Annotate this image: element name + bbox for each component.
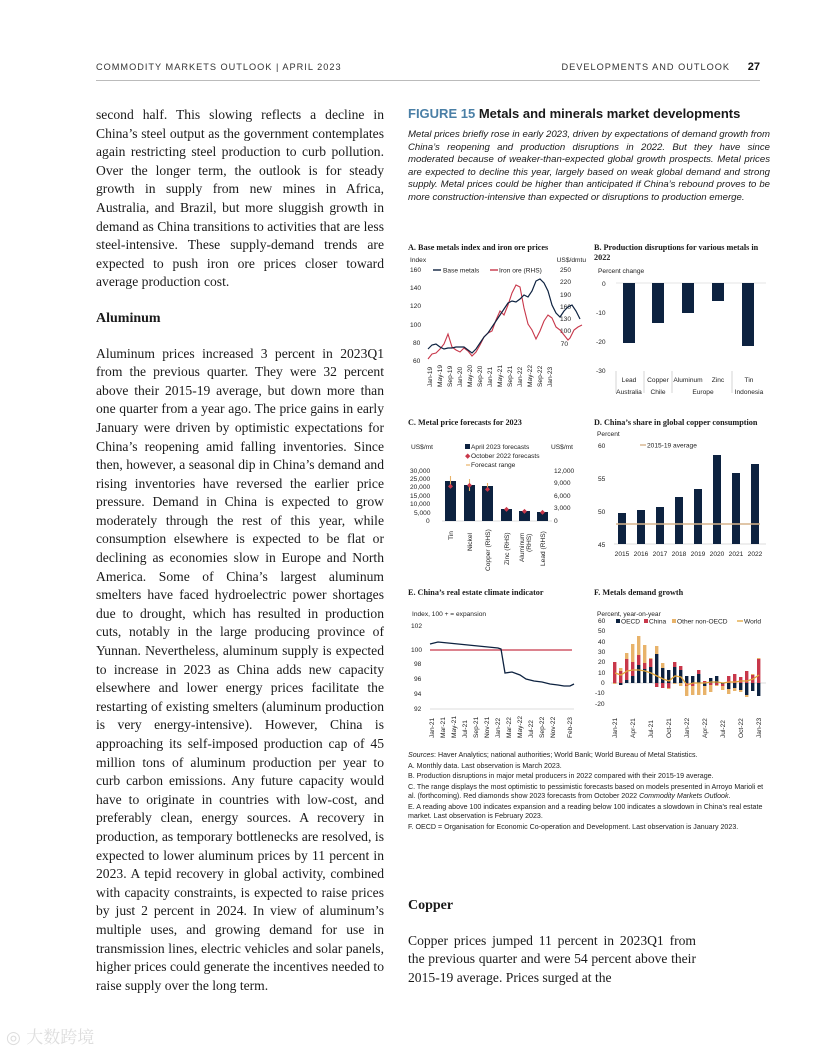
svg-text:-10: -10 xyxy=(596,310,606,317)
svg-text:70: 70 xyxy=(560,341,568,348)
right-column-text xyxy=(408,897,696,987)
svg-text:50: 50 xyxy=(598,628,606,635)
svg-text:92: 92 xyxy=(414,706,422,713)
svg-text:China: China xyxy=(649,618,667,626)
svg-text:50: 50 xyxy=(598,509,606,516)
svg-text:Apr-21: Apr-21 xyxy=(630,718,637,738)
svg-text:◆: ◆ xyxy=(504,506,509,513)
svg-text:98: 98 xyxy=(414,661,422,668)
svg-text:10: 10 xyxy=(598,670,606,677)
svg-text:Nov-21: Nov-21 xyxy=(484,716,491,738)
svg-text:Tin: Tin xyxy=(448,531,455,540)
svg-text:Copper: Copper xyxy=(647,377,669,384)
svg-text:OECD: OECD xyxy=(621,618,641,626)
svg-text:160: 160 xyxy=(559,304,571,311)
panel-b-chart xyxy=(594,263,774,403)
svg-text:40: 40 xyxy=(598,639,606,646)
svg-text:0: 0 xyxy=(426,518,430,525)
svg-text:Sep-19: Sep-19 xyxy=(447,365,454,387)
svg-text:2015: 2015 xyxy=(614,551,630,558)
watermark-logo: ◎ 大数跨境 xyxy=(6,1028,95,1048)
svg-text:May-21: May-21 xyxy=(497,365,504,387)
body-paragraph: second half. This slowing reflects a decline in China’s steel output as the government contemplates again restricting steel production to curb pollution. Over the longer term, the outlook is for steady growth in supply from new mines in Africa, Australia, and Brazil, but more sluggish growth in demand as China transitions to activities that are less steel-intensive. These supply-demand trends are expected to push iron ore prices closer toward average production cost. xyxy=(96,107,384,290)
svg-text:Jan-21: Jan-21 xyxy=(487,366,494,387)
section-heading-copper: Copper xyxy=(408,898,454,913)
svg-text:World: World xyxy=(744,618,762,626)
svg-text:Base metals: Base metals xyxy=(443,267,480,275)
svg-text:◆: ◆ xyxy=(540,509,545,516)
svg-text:Jan-23: Jan-23 xyxy=(756,717,763,738)
body-paragraph: Aluminum prices increased 3 percent in 2023Q1 from the previous quarter. They were 32 percent above their 2015-19 average, but down more than one quarter from a year ago. The price gains in early January were driven by optimistic expectations for China’s reopening amid falling inventories. Since then, however, a seasonal dip in China’s demand and rising inventories have reversed the earlier price pressure. Demand in China is expected to grow moderately through the rest of this year, while consumption elsewhere is expected to be flat or declining as economies slow in Europe and North America. Some of China’s largest aluminum smelters have faced hydroelectric power shortages due to drought, which has resulted in production cuts, notably in the large producing province of Yunnan. Nevertheless, aluminum supply is expected to increase in 2023 as China adds new capacity elsewhere and lower energy prices facilitate the restarting of existing smelters (aluminum production is very energy-intensive). However, China is approaching its self-imposed production cap of 45 million tons of aluminum production per year to curb carbon emissions. Any future capacity would have to originate in countries with low-cost, and preferably clean, energy sources. A recovery in production, as temporary bottlenecks are resolved, is expected to lower aluminum prices by 11 percent in 2023. A tepid recovery in global activity, combined with capacity constraints, is expected to raise prices by just 2 percent in 2024. In view of aluminum’s multiple uses, and growing demand for use in transmission lines, electric vehicles and solar panels, higher prices could generate the incentives needed to raise supply over the long term. xyxy=(96,345,384,993)
panel-f-title: F. Metals demand growth xyxy=(594,588,684,597)
svg-text:Jul-22: Jul-22 xyxy=(528,720,535,738)
svg-text:US$/mt: US$/mt xyxy=(551,444,573,451)
svg-text:10,000: 10,000 xyxy=(410,501,431,508)
svg-text:◆: ◆ xyxy=(522,508,527,515)
panel-a-right-axis xyxy=(560,267,571,348)
figure-15 xyxy=(408,106,770,205)
svg-text:Zinc: Zinc xyxy=(711,377,725,384)
svg-text:25,000: 25,000 xyxy=(410,476,431,483)
svg-text:2018: 2018 xyxy=(671,551,687,558)
section-heading-aluminum: Aluminum xyxy=(96,310,161,326)
svg-text:-30: -30 xyxy=(596,368,606,375)
panel-e-title: E. China’s real estate climate indicator xyxy=(408,588,544,597)
svg-text:Sep-20: Sep-20 xyxy=(477,365,484,387)
svg-text:100: 100 xyxy=(410,322,422,329)
svg-text:80: 80 xyxy=(413,340,421,347)
svg-text:94: 94 xyxy=(414,691,422,698)
svg-text:Jan-19: Jan-19 xyxy=(427,366,434,387)
svg-text:190: 190 xyxy=(559,292,571,299)
svg-text:Iron ore (RHS): Iron ore (RHS) xyxy=(499,267,542,275)
svg-text:6,000: 6,000 xyxy=(554,493,571,500)
note-f: F. OECD = Organisation for Economic Co-operation and Development. Last observation is January 2023. xyxy=(408,822,739,831)
svg-text:Chile: Chile xyxy=(650,389,666,396)
note-e: E. A reading above 100 indicates expansion and a reading below 100 indicates a slowdown in China’s real estate market. Last observation is February 2023. xyxy=(408,803,763,821)
svg-text:May-19: May-19 xyxy=(437,365,444,387)
svg-text:Mar-21: Mar-21 xyxy=(440,717,447,738)
svg-text:Oct-21: Oct-21 xyxy=(666,718,673,738)
svg-text:Sep-22: Sep-22 xyxy=(537,365,544,387)
panel-b-title: B. Production disruptions for various metals in 2022 xyxy=(594,243,759,262)
svg-text:60: 60 xyxy=(598,618,606,625)
svg-text:Sep-21: Sep-21 xyxy=(507,365,514,387)
svg-text:Sep-22: Sep-22 xyxy=(539,716,546,738)
svg-text:Jan-20: Jan-20 xyxy=(457,366,464,387)
svg-text:2019: 2019 xyxy=(690,551,706,558)
svg-text:(RHS): (RHS) xyxy=(526,533,533,552)
svg-text:Mar-22: Mar-22 xyxy=(506,717,513,738)
svg-text:3,000: 3,000 xyxy=(554,505,571,512)
svg-text:Jul-22: Jul-22 xyxy=(720,720,727,738)
svg-text:20,000: 20,000 xyxy=(410,484,431,491)
header-section: DEVELOPMENTS AND OUTLOOK xyxy=(561,62,730,72)
svg-text:May-20: May-20 xyxy=(467,365,474,387)
svg-text:102: 102 xyxy=(411,623,423,630)
svg-text:-20: -20 xyxy=(596,339,606,346)
svg-text:Zinc (RHS): Zinc (RHS) xyxy=(504,532,511,565)
svg-text:◆: ◆ xyxy=(467,482,472,489)
page-number: 27 xyxy=(747,61,760,73)
svg-text:Index: Index xyxy=(410,257,427,264)
svg-text:9,000: 9,000 xyxy=(554,480,571,487)
svg-text:Jan-21: Jan-21 xyxy=(429,717,436,738)
svg-text:60: 60 xyxy=(413,358,421,365)
svg-text:Percent: Percent xyxy=(597,431,620,438)
note-a: A. Monthly data. Last observation is March 2023. xyxy=(408,761,562,770)
svg-text:US$/dmtu: US$/dmtu xyxy=(556,257,586,264)
svg-text:2016: 2016 xyxy=(633,551,649,558)
svg-text:Tin: Tin xyxy=(744,377,754,384)
svg-text:0: 0 xyxy=(554,518,558,525)
svg-text:May-22: May-22 xyxy=(517,716,524,738)
panel-f-bars xyxy=(613,636,760,697)
svg-text:5,000: 5,000 xyxy=(414,510,431,517)
svg-text:Apr-22: Apr-22 xyxy=(702,718,709,738)
svg-text:April 2023 forecasts: April 2023 forecasts xyxy=(471,444,530,451)
svg-text:Nov-22: Nov-22 xyxy=(550,716,557,738)
svg-text:Forecast range: Forecast range xyxy=(471,462,516,469)
panel-b xyxy=(594,243,774,403)
svg-text:130: 130 xyxy=(559,316,571,323)
svg-text:◆: ◆ xyxy=(485,486,490,493)
svg-text:May-21: May-21 xyxy=(451,716,458,738)
svg-text:0: 0 xyxy=(601,680,605,687)
panel-e-chart xyxy=(408,598,588,748)
panel-f-chart xyxy=(594,598,774,748)
body-paragraph: Copper prices jumped 11 percent in 2023Q1 from the previous quarter and were 54 percent above their 2015-19 average. Prices surged at the xyxy=(408,932,696,985)
svg-text:Jul-21: Jul-21 xyxy=(462,720,469,738)
svg-text:160: 160 xyxy=(410,267,422,274)
svg-text:Feb-23: Feb-23 xyxy=(567,717,574,738)
svg-text:Aluminum: Aluminum xyxy=(673,377,703,384)
panel-d-chart xyxy=(594,428,774,568)
svg-text:Jul-21: Jul-21 xyxy=(648,720,655,738)
panel-a-title: A. Base metals index and iron ore prices xyxy=(408,243,549,252)
svg-text:Jan-22: Jan-22 xyxy=(684,717,691,738)
panel-a-left-axis xyxy=(410,267,421,365)
svg-text:2021: 2021 xyxy=(728,551,744,558)
panel-d-title: D. China’s share in global copper consumption xyxy=(594,418,758,427)
svg-text:Index, 100 + = expansion: Index, 100 + = expansion xyxy=(412,611,487,618)
svg-text:US$/mt: US$/mt xyxy=(411,444,433,451)
svg-text:100: 100 xyxy=(559,328,571,335)
svg-text:Australia: Australia xyxy=(616,389,642,396)
svg-text:Lead (RHS): Lead (RHS) xyxy=(540,531,547,566)
svg-text:0: 0 xyxy=(602,281,606,288)
svg-text:Jan-22: Jan-22 xyxy=(495,717,502,738)
svg-text:30,000: 30,000 xyxy=(410,468,431,475)
svg-text:Jan-21: Jan-21 xyxy=(612,717,619,738)
svg-text:2020: 2020 xyxy=(709,551,725,558)
svg-text:Nickel: Nickel xyxy=(467,533,474,551)
panel-a-chart xyxy=(408,253,588,393)
figure-title-text: Metals and minerals market developments xyxy=(478,106,741,121)
svg-text:100: 100 xyxy=(411,647,423,654)
svg-text:55: 55 xyxy=(598,476,606,483)
svg-text:96: 96 xyxy=(414,676,422,683)
svg-text:2022: 2022 xyxy=(747,551,763,558)
svg-text:Percent change: Percent change xyxy=(598,268,645,275)
panel-a xyxy=(408,243,588,393)
figure-subtitle: Metal prices briefly rose in early 2023, driven by expectations of demand growth from China’s reopening and production disruptions in 2022. But they have since moderated because of weaker-than-expected global growth prospects. Metal prices are expected to decline this year, largely based on weak global demand and strong supply. Metal prices could be higher than anticipated if China’s rebound proves to be more construction-intensive than expected or disruptions to production emerge. xyxy=(408,129,770,203)
svg-text:October 2022 forecasts: October 2022 forecasts xyxy=(471,453,540,460)
figure-title xyxy=(408,106,770,121)
figure-notes xyxy=(408,751,770,834)
svg-text:Jan-22: Jan-22 xyxy=(517,366,524,387)
figure-number: FIGURE 15 xyxy=(408,106,476,121)
svg-text:-10: -10 xyxy=(595,690,605,697)
running-header xyxy=(96,62,760,80)
svg-text:Other non-OECD: Other non-OECD xyxy=(677,618,728,626)
watermark-icon: ◎ xyxy=(6,1028,21,1048)
svg-text:12,000: 12,000 xyxy=(554,468,575,475)
panel-d xyxy=(594,418,774,568)
svg-text:140: 140 xyxy=(410,285,422,292)
svg-text:Copper (RHS): Copper (RHS) xyxy=(485,529,492,571)
svg-text:15,000: 15,000 xyxy=(410,493,431,500)
svg-text:120: 120 xyxy=(410,303,422,310)
svg-text:Aluminum: Aluminum xyxy=(519,532,526,562)
panel-c-chart xyxy=(408,428,588,573)
svg-text:2015-19 average: 2015-19 average xyxy=(647,442,697,450)
svg-text:Europe: Europe xyxy=(692,389,714,396)
note-b: B. Production disruptions in major metal producers in 2022 compared with their 2015-19 average. xyxy=(408,772,714,781)
panel-c-title: C. Metal price forecasts for 2023 xyxy=(408,418,522,427)
note-sources: Sources: Haver Analytics; national authorities; World Bank; World Bureau of Metal Statistics. xyxy=(408,751,698,759)
panel-f xyxy=(594,588,774,748)
svg-text:◆: ◆ xyxy=(448,483,453,490)
svg-text:30: 30 xyxy=(598,649,606,656)
svg-text:250: 250 xyxy=(559,267,571,274)
svg-text:2017: 2017 xyxy=(652,551,668,558)
svg-text:Indonesia: Indonesia xyxy=(734,389,764,396)
svg-text:May-22: May-22 xyxy=(527,365,534,387)
header-rule xyxy=(96,80,760,81)
svg-text:220: 220 xyxy=(559,279,571,286)
svg-text:Lead: Lead xyxy=(621,377,637,384)
svg-text:45: 45 xyxy=(598,542,606,549)
svg-text:Percent, year-on-year: Percent, year-on-year xyxy=(597,611,661,618)
svg-text:-20: -20 xyxy=(595,701,605,708)
svg-text:Oct-22: Oct-22 xyxy=(738,718,745,738)
svg-text:Jan-23: Jan-23 xyxy=(547,366,554,387)
note-c: C. The range displays the most optimistic to pessimistic forecasts based on models presented in Arroyo Marioli et al. (forthcoming). Red diamonds show 2023 forecasts from October 2022 Commodity Markets Outlook. xyxy=(408,783,764,801)
panel-e xyxy=(408,588,588,748)
left-column xyxy=(96,106,384,995)
svg-text:Sep-21: Sep-21 xyxy=(473,716,480,738)
panel-c xyxy=(408,418,588,573)
svg-text:20: 20 xyxy=(598,659,606,666)
svg-text:60: 60 xyxy=(598,443,606,450)
header-publication: COMMODITY MARKETS OUTLOOK | APRIL 2023 xyxy=(96,62,342,72)
svg-text:◆: ◆ xyxy=(465,452,471,460)
